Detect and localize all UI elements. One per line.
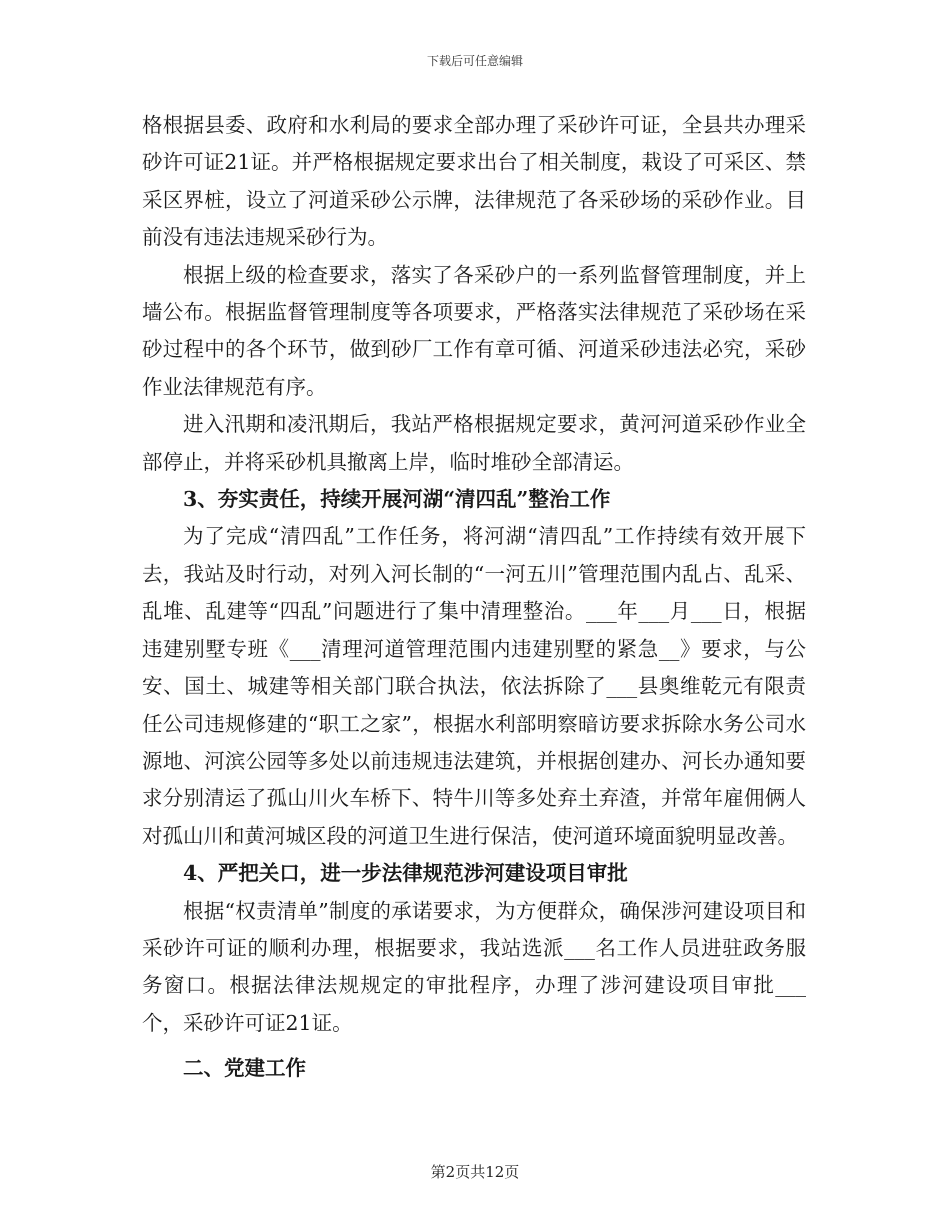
- paragraph-sand-permits: 格根据县委、政府和水利局的要求全部办理了采砂许可证，全县共办理采砂许可证21证。并严格根据规定要求出台了相关制度，栽设了可采区、禁采区界桩，设立了河道采砂公示牌，法律规范了各采砂场的采砂作业。目前没有违法违规采砂行为。: [142, 113, 806, 250]
- page-header: 下载后可任意编辑: [426, 54, 523, 68]
- paragraph-supervision: 根据上级的检查要求，落实了各采砂户的一系列监督管理制度，并上墙公布。根据监督管理制度等各项要求，严格落实法律规范了采砂场在采砂过程中的各个环节，做到砂厂工作有章可循、河道采砂违法必究，采砂作业法律规范有序。: [142, 262, 806, 399]
- paragraph-clear-four-chaos: 为了完成“清四乱”工作任务，将河湖“清四乱”工作持续有效开展下去，我站及时行动，对列入河长制的“一河五川”管理范围内乱占、乱采、乱堆、乱建等“四乱”问题进行了集中清理整治。___年___月___日，根据违建别墅专班《___清理河道管理范围内违建别墅的紧急__》要求，与公安、国土、城建等相关部门联合执法，依法拆除了___县奥维乾元有限责任公司违规修建的“职工之家”，根据水利部明察暗访要求拆除水务公司水源地、河滨公园等多处以前违规违法建筑，并根据创建办、河长办通知要求分别清运了孤山川火车桥下、特牛川等多处弃土弃渣，并常年雇佣俩人对孤山川和黄河城区段的河道卫生进行保洁，使河道环境面貌明显改善。: [142, 524, 806, 848]
- document-body: [142, 107, 806, 1088]
- page-number: 第2页共12页: [430, 1163, 520, 1181]
- heading-clear-four-chaos: 3、夯实责任，持续开展河湖“清四乱”整治工作: [183, 487, 611, 512]
- heading-project-approval: 4、严把关口，进一步法律规范涉河建设项目审批: [183, 861, 628, 886]
- paragraph-project-approval: 根据“权责清单”制度的承诺要求，为方便群众，确保涉河建设项目和采砂许可证的顺利办理，根据要求，我站选派___名工作人员进驻政务服务窗口。根据法律法规规定的审批程序，办理了涉河建设项目审批___个，采砂许可证21证。: [142, 898, 806, 1035]
- heading-party-building: 二、党建工作: [183, 1056, 306, 1081]
- paragraph-flood-season: 进入汛期和凌汛期后，我站严格根据规定要求，黄河河道采砂作业全部停止，并将采砂机具撤离上岸，临时堆砂全部清运。: [142, 412, 806, 474]
